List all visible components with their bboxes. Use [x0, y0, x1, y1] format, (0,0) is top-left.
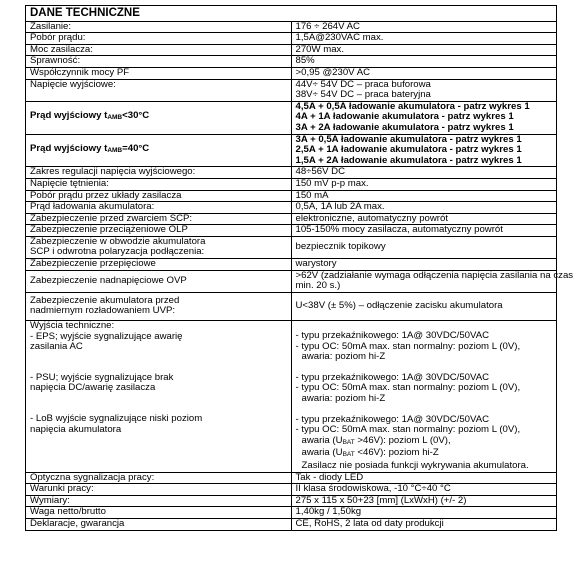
row-value: 150 mV p-p max. — [291, 178, 557, 190]
table-row — [26, 44, 557, 56]
value-line: - typu OC: 50mA max. stan normalny: poziom L (0V), — [295, 340, 521, 352]
value-line: 3A + 2A ładowanie akumulatora - patrz wykres 1 — [295, 121, 514, 133]
table-row — [26, 213, 557, 225]
row-value: 150 mA — [291, 190, 557, 202]
table-row — [26, 101, 557, 134]
value-line: 4,5A + 0,5A ładowanie akumulatora - patrz wykres 1 — [295, 100, 530, 112]
label-line: - PSU; wyjście sygnalizujące brak — [30, 371, 174, 383]
value-line: - typu przekaźnikowego: 1A@ 30VDC/50VAC — [295, 330, 490, 342]
row-label: Wymiary: — [26, 495, 292, 507]
table-row — [26, 56, 557, 68]
table-row — [26, 292, 557, 320]
table-row — [26, 33, 557, 45]
label-subscript: AMB — [107, 147, 123, 155]
row-label: Deklaracje, gwarancja — [26, 518, 292, 530]
row-label: Zabezpieczenie przeciążeniowe OLP — [26, 225, 292, 237]
label-line: Wyjścia techniczne: — [30, 320, 115, 332]
table-row — [26, 507, 557, 519]
technical-data-table-wrapper — [25, 5, 574, 531]
row-value: 1,5A@230VAC max. — [291, 33, 557, 45]
table-row — [26, 495, 557, 507]
label-text: Prąd wyjściowy t — [30, 143, 108, 155]
row-value: bezpiecznik topikowy — [291, 236, 557, 258]
row-value: 48÷56V DC — [291, 167, 557, 179]
label-line: SCP i odwrotna polaryzacja podłączenia: — [30, 246, 205, 258]
value-line: 2,5A + 1A ładowanie akumulatora - patrz wykres 1 — [295, 144, 522, 156]
row-value: >0,95 @230V AC — [291, 67, 557, 79]
label-line: zasilania AC — [30, 341, 83, 353]
row-value: warystory — [291, 259, 557, 271]
value-line: - typu przekaźnikowego: 1A@ 30VDC/50VAC — [295, 413, 490, 425]
table-row — [26, 259, 557, 271]
value-line: min. 20 s.) — [295, 280, 341, 292]
row-value: 270W max. — [291, 44, 557, 56]
table-row — [26, 67, 557, 79]
row-value — [291, 134, 557, 167]
table-header: DANE TECHNICZNE — [26, 6, 557, 22]
row-label: Zakres regulacji napięcia wyjściowego: — [26, 167, 292, 179]
value-line: - typu przekaźnikowego: 1A@ 30VDC/50VAC — [295, 371, 490, 383]
value-line: awaria: poziom hi-Z — [301, 393, 386, 404]
table-row — [26, 484, 557, 496]
label-text: Prąd wyjściowy t — [30, 110, 108, 122]
table-row — [26, 178, 557, 190]
row-value: U<38V (± 5%) – odłączenie zacisku akumulatora — [291, 292, 557, 320]
row-value — [291, 269, 574, 292]
table-row — [26, 167, 557, 179]
row-label: Sprawność: — [26, 56, 292, 68]
row-label: Optyczna sygnalizacja pracy: — [26, 472, 292, 484]
label-line: nadmiernym rozładowaniem UVP: — [30, 305, 176, 317]
table-row — [26, 518, 557, 530]
row-value — [291, 79, 557, 101]
value-line: 4A + 1A ładowanie akumulatora - patrz wykres 1 — [295, 111, 514, 123]
table-row — [26, 236, 557, 258]
label-line: - LoB wyjście sygnalizujące niski poziom — [30, 413, 203, 424]
value-line: - typu OC: 50mA max. stan normalny: poziom L (0V), — [295, 424, 521, 436]
value-line: 3A + 0,5A ładowanie akumulatora - patrz wykres 1 — [295, 133, 522, 145]
table-row — [26, 134, 557, 167]
row-value: 176 ÷ 264V AC — [291, 21, 557, 33]
label-line: - EPS; wyjście sygnalizujące awarię — [30, 330, 183, 342]
row-label: Zabezpieczenie przed zwarciem SCP: — [26, 213, 292, 225]
row-label: Napięcie wyjściowe: — [26, 79, 292, 101]
row-value: Tak - diody LED — [291, 472, 557, 484]
row-value — [291, 101, 557, 134]
value-line: awaria: poziom hi-Z — [301, 351, 386, 363]
table-row — [26, 202, 557, 214]
technical-data-table — [25, 5, 574, 531]
label-line: napięcia akumulatora — [30, 423, 122, 435]
value-line: - typu OC: 50mA max. stan normalny: poziom L (0V), — [295, 382, 521, 394]
row-value: CE, RoHS, 2 lata od daty produkcji — [291, 518, 557, 530]
table-row — [26, 225, 557, 237]
label-text: <30°C — [122, 110, 150, 122]
value-text: <46V): poziom hi-Z — [354, 447, 439, 459]
row-label: Moc zasilacza: — [26, 44, 292, 56]
row-value — [291, 321, 557, 473]
row-label: Waga netto/brutto — [26, 507, 292, 519]
value-text: awaria (U — [301, 447, 343, 459]
row-label: Zabezpieczenie przepięciowe — [26, 259, 292, 271]
row-label — [26, 321, 292, 473]
table-row — [26, 472, 557, 484]
row-value: 0,5A, 1A lub 2A max. — [291, 202, 557, 214]
label-subscript: AMB — [107, 114, 123, 122]
table-row — [26, 270, 557, 292]
row-label: Współczynnik mocy PF — [26, 67, 292, 79]
row-label: Pobór prądu: — [26, 33, 292, 45]
value-line: >62V (zadziałanie wymaga odłączenia napięcia zasilania na czas — [295, 269, 574, 281]
value-text: awaria (U — [301, 434, 343, 446]
row-value: elektroniczne, automatyczny powrót — [291, 213, 557, 225]
row-value: 105-150% mocy zasilacza, automatyczny powrót — [291, 225, 557, 237]
row-label — [26, 134, 292, 167]
label-text: =40°C — [122, 143, 150, 155]
row-value: 275 x 115 x 50+23 [mm] (LxWxH) (+/- 2) — [291, 495, 557, 507]
row-label: Zabezpieczenie nadnapięciowe OVP — [26, 270, 292, 292]
table-header-row — [26, 6, 557, 22]
value-line: 38V÷ 54V DC – praca bateryjna — [295, 89, 431, 101]
value-line: Zasilacz nie posiada funkcji wykrywania akumulatora. — [301, 459, 529, 471]
value-text: >46V): poziom L (0V), — [354, 434, 451, 446]
row-label — [26, 292, 292, 320]
row-value: II klasa środowiskowa, -10 °C÷40 °C — [291, 484, 557, 496]
row-label: Napięcie tętnienia: — [26, 178, 292, 190]
label-line: Zabezpieczenie akumulatora przed — [30, 294, 180, 306]
table-row — [26, 79, 557, 101]
row-label: Warunki pracy: — [26, 484, 292, 496]
table-row — [26, 190, 557, 202]
value-line: 1,5A + 2A ładowanie akumulatora - patrz wykres 1 — [295, 154, 522, 166]
row-label: Prąd ładowania akumulatora: — [26, 202, 292, 214]
row-value: 1,40kg / 1,50kg — [291, 507, 557, 519]
row-label: Pobór prądu przez układy zasilacza — [26, 190, 292, 202]
row-value: 85% — [291, 56, 557, 68]
value-subscript: BAT — [342, 451, 355, 459]
label-line: Zabezpieczenie w obwodzie akumulatora — [30, 235, 206, 247]
row-label — [26, 236, 292, 258]
label-line: napięcia DC/awarię zasilacza — [30, 382, 156, 394]
row-label — [26, 101, 292, 134]
table-row — [26, 21, 557, 33]
row-label: Zasilanie: — [26, 21, 292, 33]
value-line: 44V÷ 54V DC – praca buforowa — [295, 78, 431, 90]
value-subscript: BAT — [342, 438, 355, 446]
table-row — [26, 321, 557, 473]
